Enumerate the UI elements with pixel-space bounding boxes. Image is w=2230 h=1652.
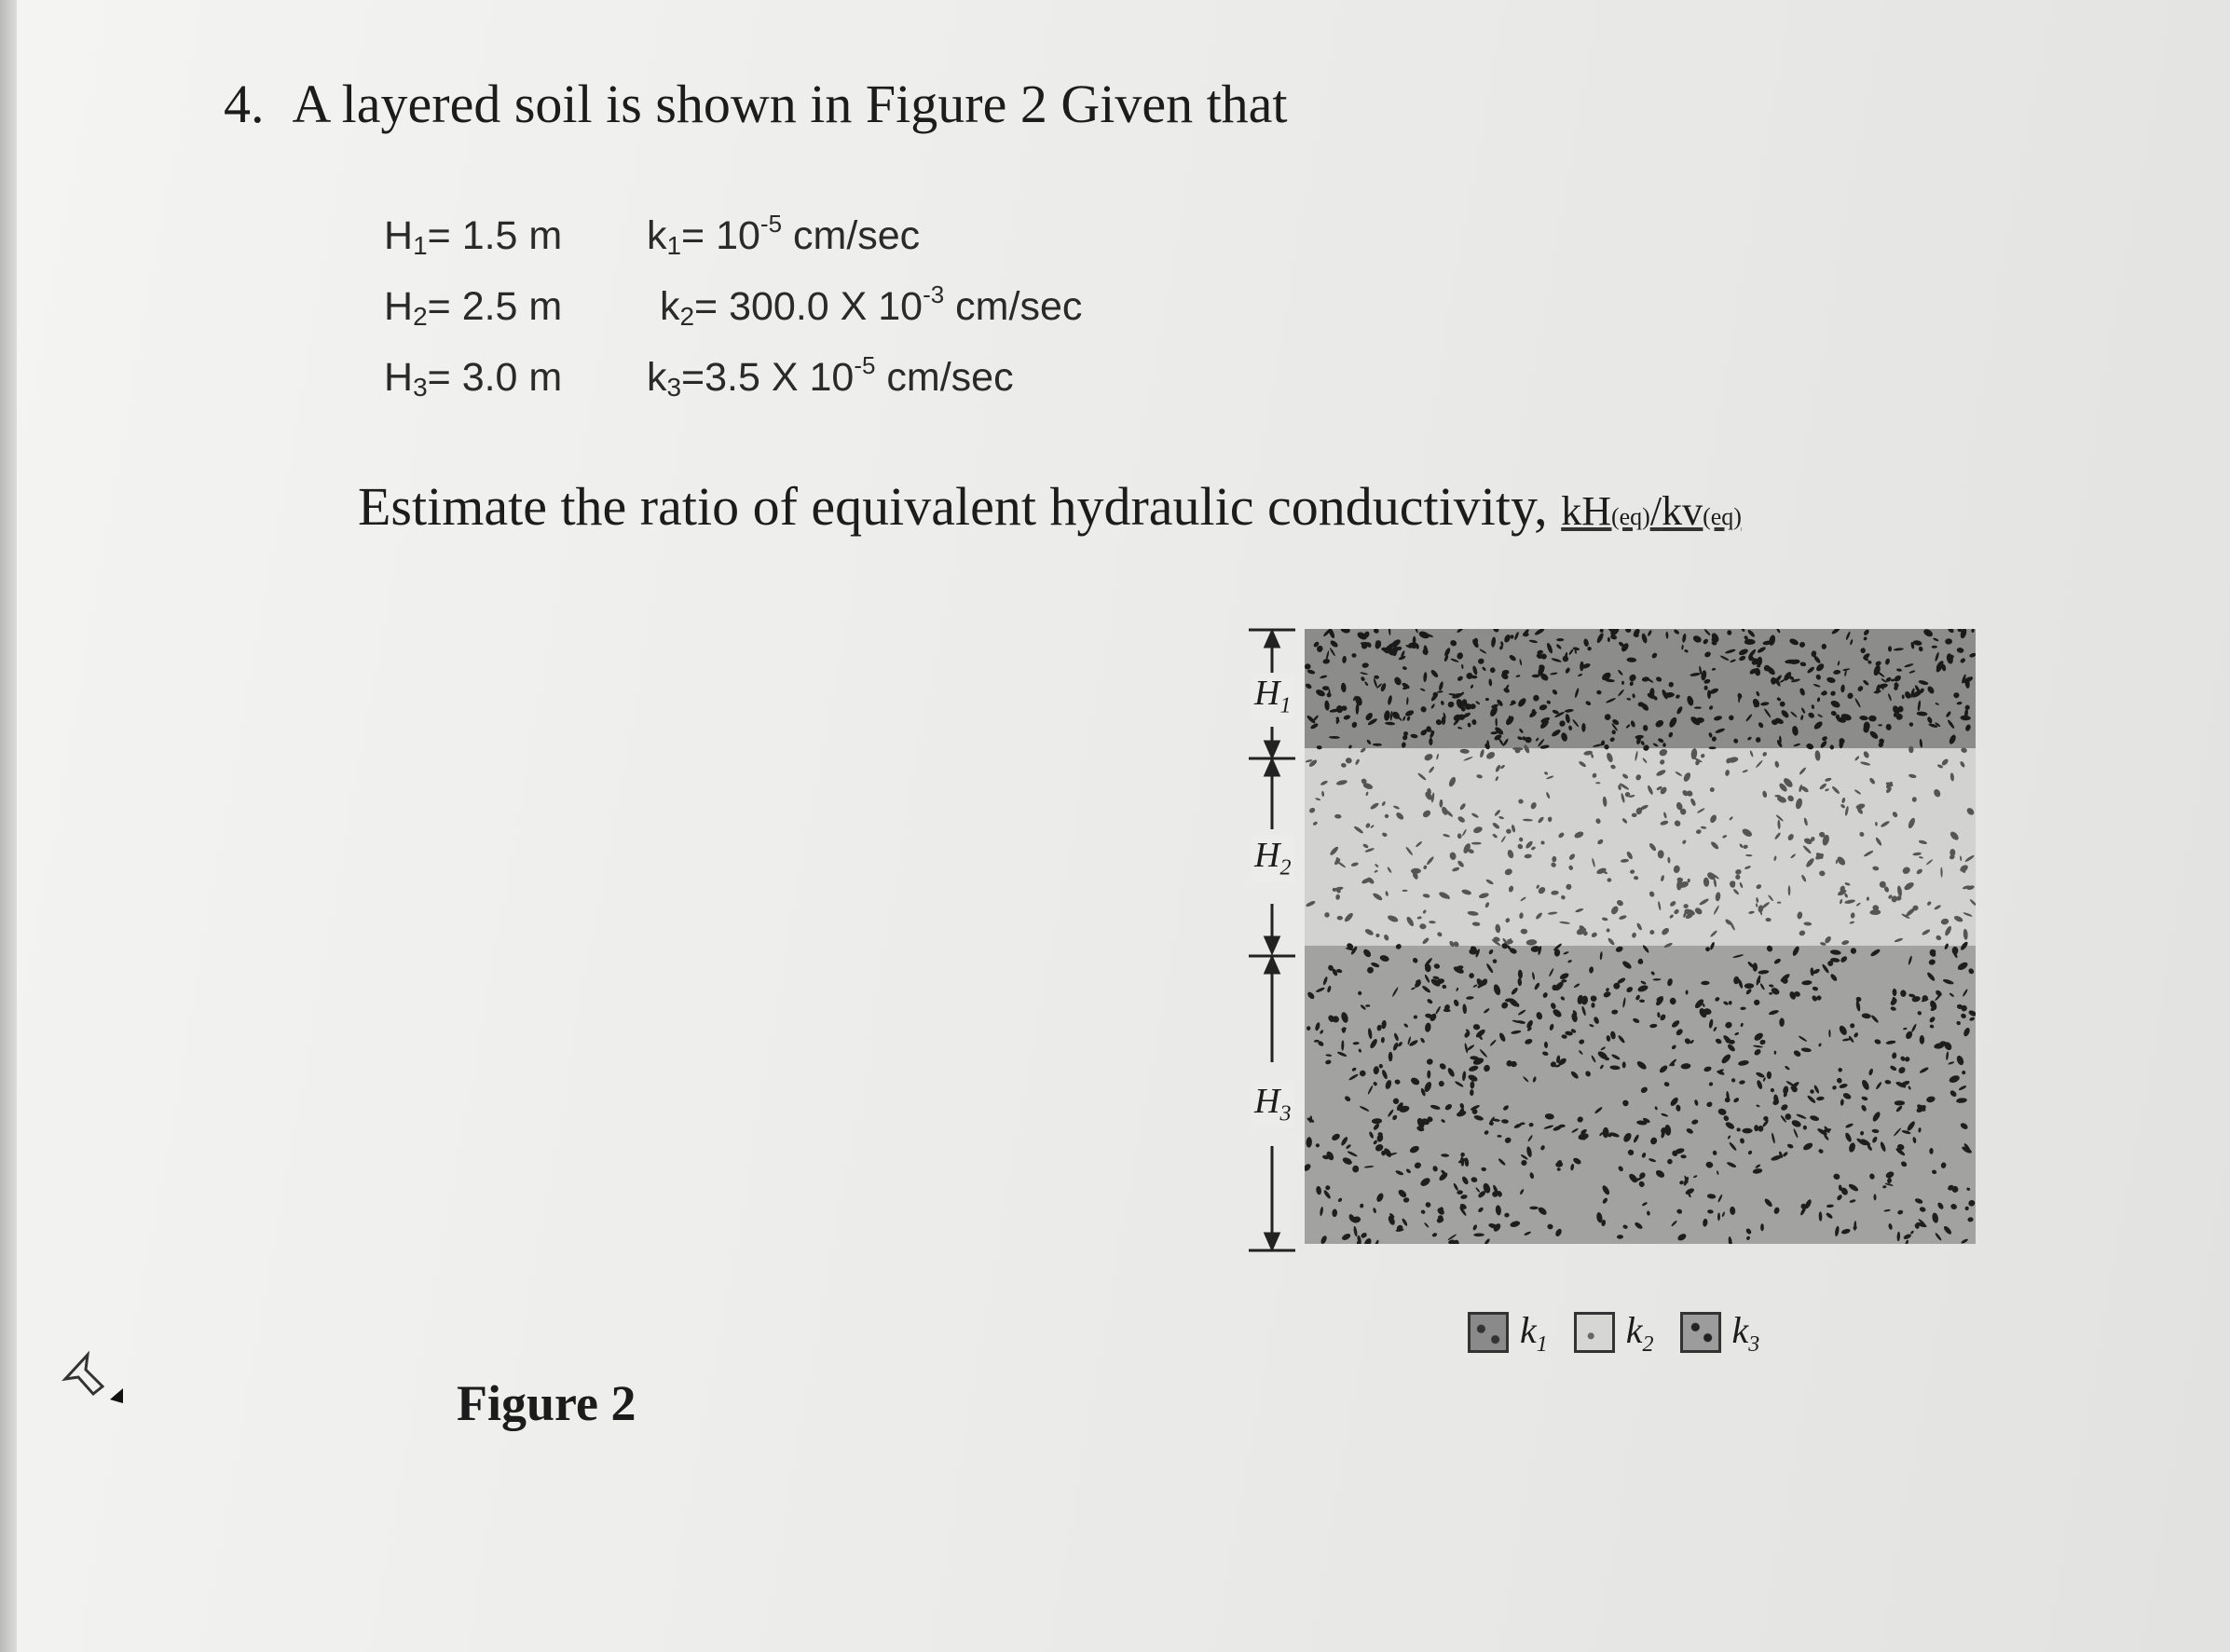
estimate-text: Estimate the ratio of equivalent hydraulic conductivity, (358, 476, 1548, 537)
question-text: A layered soil is shown in Figure 2 Given that (292, 74, 1288, 134)
given-k3: $k_3=3.5$ X $10^{-5}$ cm/sec (646, 351, 1014, 402)
given-row-2 (384, 271, 1082, 342)
dim-label-h2: $H_2$ (1251, 835, 1294, 881)
dim-label-h1: $H_1$ (1251, 673, 1294, 719)
legend-swatch-k1 (1468, 1312, 1509, 1353)
legend-swatch-k2 (1574, 1312, 1615, 1353)
given-values (384, 200, 1082, 413)
given-h1: $H_1= 1.5$ m (384, 213, 563, 260)
given-h3: $H_3= 3.0$ m (384, 355, 563, 402)
dim-label-h3: $H_3$ (1251, 1081, 1294, 1127)
mouse-pointer-icon (58, 1342, 132, 1416)
given-k2: $k_2= 300.0$ X $10^{-3}$ cm/sec (659, 280, 1083, 331)
figure-legend (1468, 1309, 1785, 1356)
conductivity-ratio: kH(eq)/kv(eq) (1561, 488, 1742, 534)
dimension-arrows (1239, 624, 1305, 1258)
given-k1: $k_1= 10^{-5}$ cm/sec (646, 210, 921, 260)
screen-bezel (0, 0, 17, 1652)
legend-item-k2: $k_2$ (1574, 1308, 1654, 1358)
given-row-1 (384, 200, 1082, 271)
legend-swatch-k3 (1680, 1312, 1721, 1353)
legend-item-k1: $k_1$ (1468, 1308, 1548, 1358)
dimension-annotations (1239, 624, 1305, 1258)
legend-item-k3: $k_3$ (1680, 1308, 1760, 1358)
estimate-prompt (358, 475, 1742, 538)
question-heading (224, 73, 1288, 135)
given-row-3 (384, 342, 1082, 413)
question-number: 4. (224, 74, 265, 134)
given-h2: $H_2= 2.5$ m (384, 284, 563, 331)
figure-caption: Figure 2 (457, 1375, 636, 1431)
soil-profile-figure (1305, 629, 1976, 1244)
